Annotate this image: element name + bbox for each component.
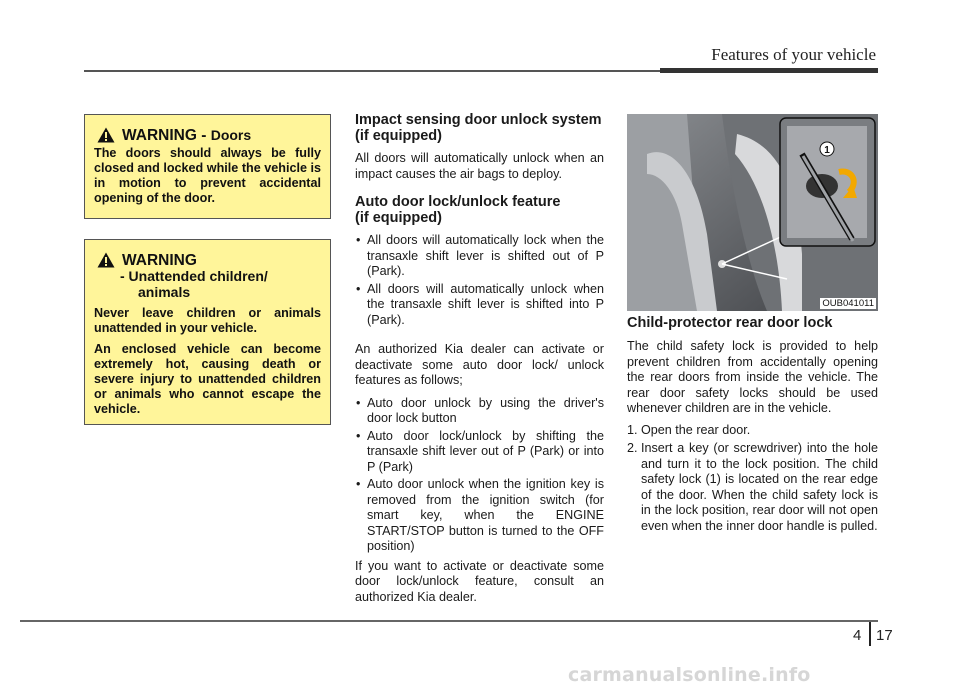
child-lock-photo [627,114,878,311]
dealer-text: An authorized Kia dealer can activate or deactivate some auto door lock/ unlock features as follows; [355,342,604,387]
list-item: • Auto door unlock when the ignition key is removed from the ignition switch (for smart key, when the ENGINE START/STOP button is turned to the OFF position) [355,477,604,555]
step-item [627,441,878,534]
warning-triangle-icon [97,252,115,268]
closing-text: If you want to activate or deactivate some door lock/unlock feature, consult an authorized Kia dealer. [355,558,604,604]
child-lock-text: The child safety lock is provided to help prevent children from accidentally opening the rear doors from inside the vehicle. The rear door safety locks should be used whenever children are in the vehicle. [627,339,878,415]
warning-label: WARNING - [122,126,207,144]
impact-heading: Impact sensing door unlock system (if equipped) [355,112,602,144]
page-number: 17 [876,627,893,644]
step-item [627,423,878,439]
dealer-options [355,396,604,555]
warning-subject: Doors [210,126,252,143]
warning-title [97,252,321,268]
list-item: • Auto door lock/unlock by shifting the transaxle shift lever out of P (Park) or into P (Park) [355,429,604,476]
impact-text: All doors will automatically unlock when an impact causes the air bags to deploy. [355,151,604,181]
page-number-separator [869,622,871,646]
autolock-heading-line1: Auto door lock/unlock feature [355,194,561,210]
step-text: Open the rear door. [641,422,751,437]
page-header-title: Features of your vehicle [711,45,876,64]
warning-triangle-icon [97,127,115,143]
figure-code: OUB041011 [822,298,874,309]
warning-box-unattended [84,239,331,425]
list-item: • All doors will automatically lock when the transaxle shift lever is shifted out of P (Park). [355,233,604,280]
list-item: • All doors will automatically unlock when the transaxle shift lever is shifted into P (Park). [355,282,604,329]
step-text: Insert a key (or screwdriver) into the hole and turn it to the lock position. The child safety lock (1) is located on the rear edge of the door. When the child safety lock is in the lock position, rear door will not open even when the inner door handle is pulled. [641,441,878,533]
step-number: 2. [627,441,638,455]
watermark: carmanualsonline.info [568,664,811,686]
autolock-bullets [355,233,604,328]
figure-callout: 1 [824,145,830,156]
child-lock-heading: Child-protector rear door lock [627,315,833,331]
warning-title [97,127,321,143]
header-divider [84,70,662,72]
warning-label: WARNING [122,251,197,269]
autolock-heading [355,194,604,226]
autolock-heading-line2: (if equipped) [355,210,442,226]
footer-divider [20,620,878,622]
right-column [627,315,878,534]
warning-subject-line1: - Unattended children/ [120,268,268,284]
warning-text-2: An enclosed vehicle can become extremely hot, causing death or severe injury to unattended children or animals who cannot escape the vehicle. [94,342,321,416]
warning-text: The doors should always be fully closed and locked while the vehicle is in motion to prevent accidental opening of the door. [94,146,321,205]
warning-box-doors [84,114,331,219]
list-item: • Auto door unlock by using the driver's door lock button [355,396,604,427]
warning-subject-line2: animals [138,284,191,300]
middle-column [355,112,604,605]
header-divider-accent [660,68,878,73]
warning-text-1: Never leave children or animals unattended in your vehicle. [94,306,321,335]
step-number: 1. [627,422,638,437]
chapter-number: 4 [853,627,862,644]
door-illustration [627,114,878,311]
